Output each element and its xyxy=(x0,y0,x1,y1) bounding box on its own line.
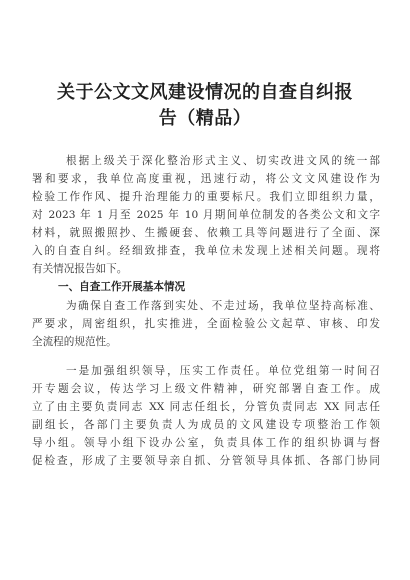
paragraph-line: 根据上级关于深化整治形式主义、切实改进文风的统一部 xyxy=(66,155,380,167)
paragraph-line: 署和要求，我单位高度重视，迅速行动，将公文文风建设作为 xyxy=(32,173,380,185)
document-title-line-1: 关于公文文风建设情况的自查自纠报 xyxy=(57,82,353,103)
paragraph-line: 对 2023 年 1 月至 2025 年 10 月期间单位制发的各类公文和文字 xyxy=(32,209,380,221)
paragraph-line: 为确保自查工作落到实处、不走过场，我单位坚持高标准、 xyxy=(66,300,380,312)
document-title-line-2: 告（精品） xyxy=(158,108,252,129)
paragraph-line: 有关情况报告如下。 xyxy=(32,263,128,275)
paragraph-line: 严要求，周密组织，扎实推进，全面检验公文起草、审核、印发 xyxy=(32,318,380,330)
paragraph-line: 促检查，形成了主要领导亲自抓、分管领导具体抓、各部门协同 xyxy=(32,455,380,467)
paragraph-line: 检验工作作风、提升治理能力的重要标尺。我们立即组织力量， xyxy=(32,191,380,203)
paragraph-line: 导小组。领导小组下设办公室，负责具体工作的组织协调与督 xyxy=(32,437,380,449)
paragraph-line: 开专题会议，传达学习上级文件精神，研究部署自查工作。成 xyxy=(32,383,380,395)
paragraph-line: 全流程的规范性。 xyxy=(32,336,117,348)
paragraph-line: 一是加强组织领导，压实工作责任。单位党组第一时间召 xyxy=(66,365,380,377)
paragraph-line: 副组长，各部门主要负责人为成员的文风建设专项整治工作领 xyxy=(32,419,380,431)
paragraph-line: 入的自查自纠。经细致排查，我单位未发现上述相关问题。现将 xyxy=(32,245,380,257)
section-heading: 一、自查工作开展基本情况 xyxy=(58,281,186,293)
paragraph-line: 材料，就照搬照抄、生搬硬套、依赖工具等问题进行了全面、深 xyxy=(32,227,380,239)
paragraph-line: 立了由主要负责同志 XX 同志任组长，分管负责同志 XX 同志任 xyxy=(32,401,380,413)
